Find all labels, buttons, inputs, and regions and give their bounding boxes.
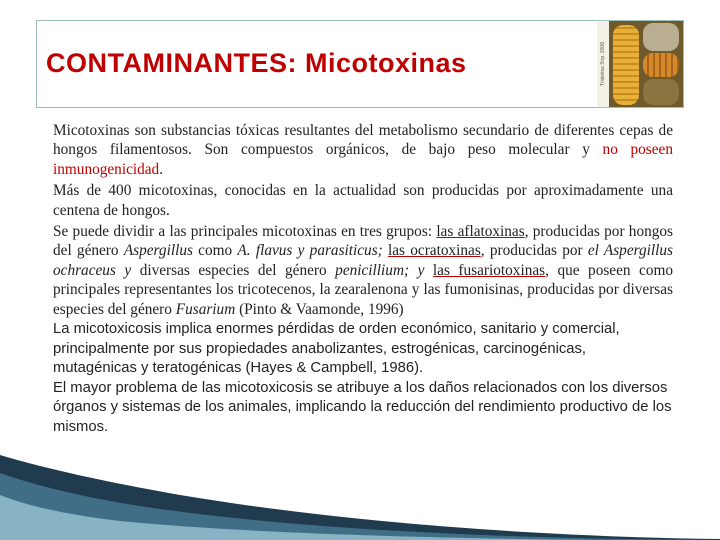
penicillium-term: penicillium; y — [335, 261, 425, 279]
paragraph-count: Más de 400 micotoxinas, conocidas en la actualidad son producidas por aproximadamente una centena de hongos. — [53, 182, 673, 219]
paragraph-groups — [53, 222, 673, 319]
p3-b: , producidas por hongos del género — [53, 223, 673, 260]
aflatoxinas-term: las aflatoxinas — [436, 223, 525, 241]
fusariotoxinas-term: las fusariotoxinas — [432, 261, 546, 279]
p3-g — [424, 262, 433, 279]
p3-h: , que poseen como principales representantes los tricotecenos, la zearalenona y las fumonisinas, producidas por diversas especies del género — [53, 261, 674, 318]
corn-cob-yellow — [613, 25, 639, 105]
p1-text: Micotoxinas son substancias tóxicas resultantes del metabolismo secundario de diferentes cepas de hongos filamentosos. Son compuestos orgánicos, de bajo peso molecular y — [53, 122, 673, 159]
species1-term: A. flavus y parasiticus; — [237, 242, 383, 260]
p3-f: diversas especies del género — [131, 261, 336, 279]
paragraph-definition — [53, 121, 673, 179]
paragraph-losses: La micotoxicosis implica enormes pérdidas de orden económico, sanitario y comercial, principalmente por sus propiedades anabolizantes, estrogénicas, carcinogénicas, mutagénicas y teratogénicas (Hayes & Campbell, 1986). — [53, 321, 620, 377]
content-body — [53, 121, 673, 438]
fusarium-term: Fusarium — [175, 300, 236, 318]
corn-cob-grey-top — [643, 23, 679, 51]
corn-cob-moldy — [643, 79, 679, 105]
p3-a: Se puede dividir a las principales micotoxinas en tres grupos: — [53, 223, 437, 241]
photo-caption: Trisleksa Sirp. 2008 — [597, 21, 609, 107]
ocratoxinas-term: las ocratoxinas — [388, 242, 481, 260]
p1-end: . — [159, 160, 164, 178]
slide-title: CONTAMINANTES: Micotoxinas — [46, 48, 467, 78]
p1-highlight: no poseen inmunogenicidad — [53, 141, 673, 178]
p3-i: (Pinto & Vaamonde, 1996) — [235, 300, 404, 318]
corn-photo — [597, 21, 683, 107]
aspergillus-term: Aspergillus — [123, 242, 193, 260]
p3-e: , producidas por — [480, 242, 588, 260]
paragraph-problem: El mayor problema de las micotoxicosis se atribuye a los daños relacionados con los diversos órganos y sistemas de los animales, implicando la reducción del rendimiento productivo de los mismos. — [53, 379, 672, 436]
p3-c: como — [192, 242, 238, 260]
species2-term: el Aspergillus ochraceus y — [53, 242, 673, 279]
decorative-wave — [0, 455, 720, 540]
corn-cob-orange — [643, 53, 679, 77]
